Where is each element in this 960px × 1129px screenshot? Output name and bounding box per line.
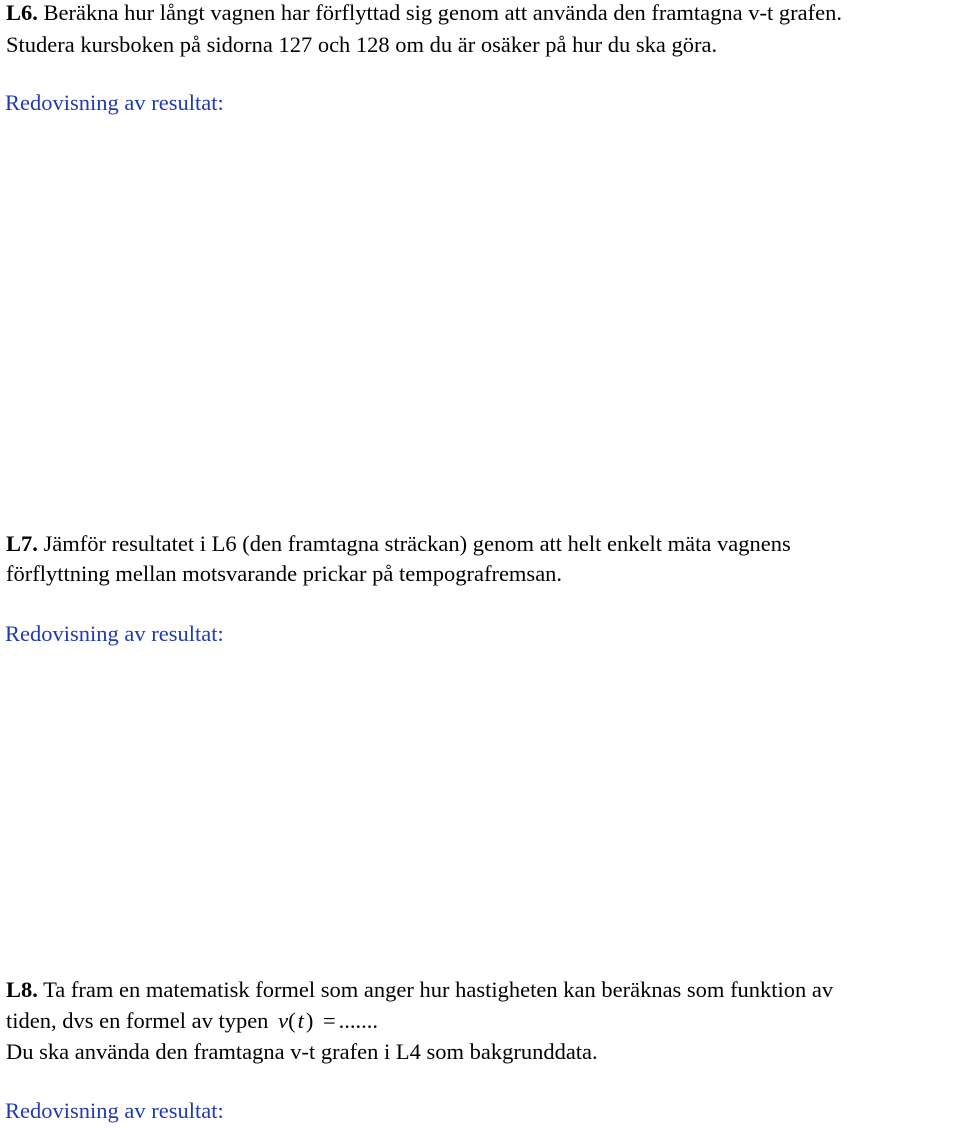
l7-result-label: Redovisning av resultat:	[5, 621, 224, 646]
l7-text-line-2: förflyttning mellan motsvarande prickar på tempografremsan.	[6, 561, 563, 586]
formula-v: v	[278, 1008, 289, 1033]
l7-text-line-1: Jämför resultatet i L6 (den framtagna sträckan) genom att helt enkelt mäta vagnens	[43, 531, 791, 556]
l8-result-label: Redovisning av resultat:	[5, 1098, 224, 1123]
l6-result-label: Redovisning av resultat:	[5, 90, 224, 115]
l7-number: L7.	[6, 531, 38, 556]
formula-close-paren: )	[305, 1008, 314, 1033]
l8-question-line-1	[6, 979, 833, 1002]
l8-number: L8.	[6, 977, 38, 1002]
formula-dots: .......	[338, 1008, 379, 1033]
l8-text-line-1: Ta fram en matematisk formel som anger hur hastigheten kan beräknas som funktion av	[43, 977, 834, 1002]
l6-number: L6.	[6, 0, 38, 25]
l6-text-line-1: Beräkna hur långt vagnen har förflyttad sig genom att använda den framtagna v-t grafen.	[43, 0, 842, 25]
l8-text-line-2: tiden, dvs en formel av typen	[6, 1008, 269, 1033]
l6-question-line-1	[6, 2, 842, 25]
l8-text-line-3: Du ska använda den framtagna v-t grafen i L4 som bakgrunddata.	[6, 1039, 598, 1064]
formula-equals: =	[322, 1008, 336, 1033]
formula-open-paren: (	[288, 1008, 296, 1033]
l8-question-line-2	[6, 1010, 378, 1033]
l7-question-line-1	[6, 533, 791, 556]
formula-t: t	[297, 1008, 304, 1033]
l6-text-line-2: Studera kursboken på sidorna 127 och 128 om du är osäker på hur du ska göra.	[6, 32, 718, 57]
velocity-formula	[278, 1008, 378, 1033]
